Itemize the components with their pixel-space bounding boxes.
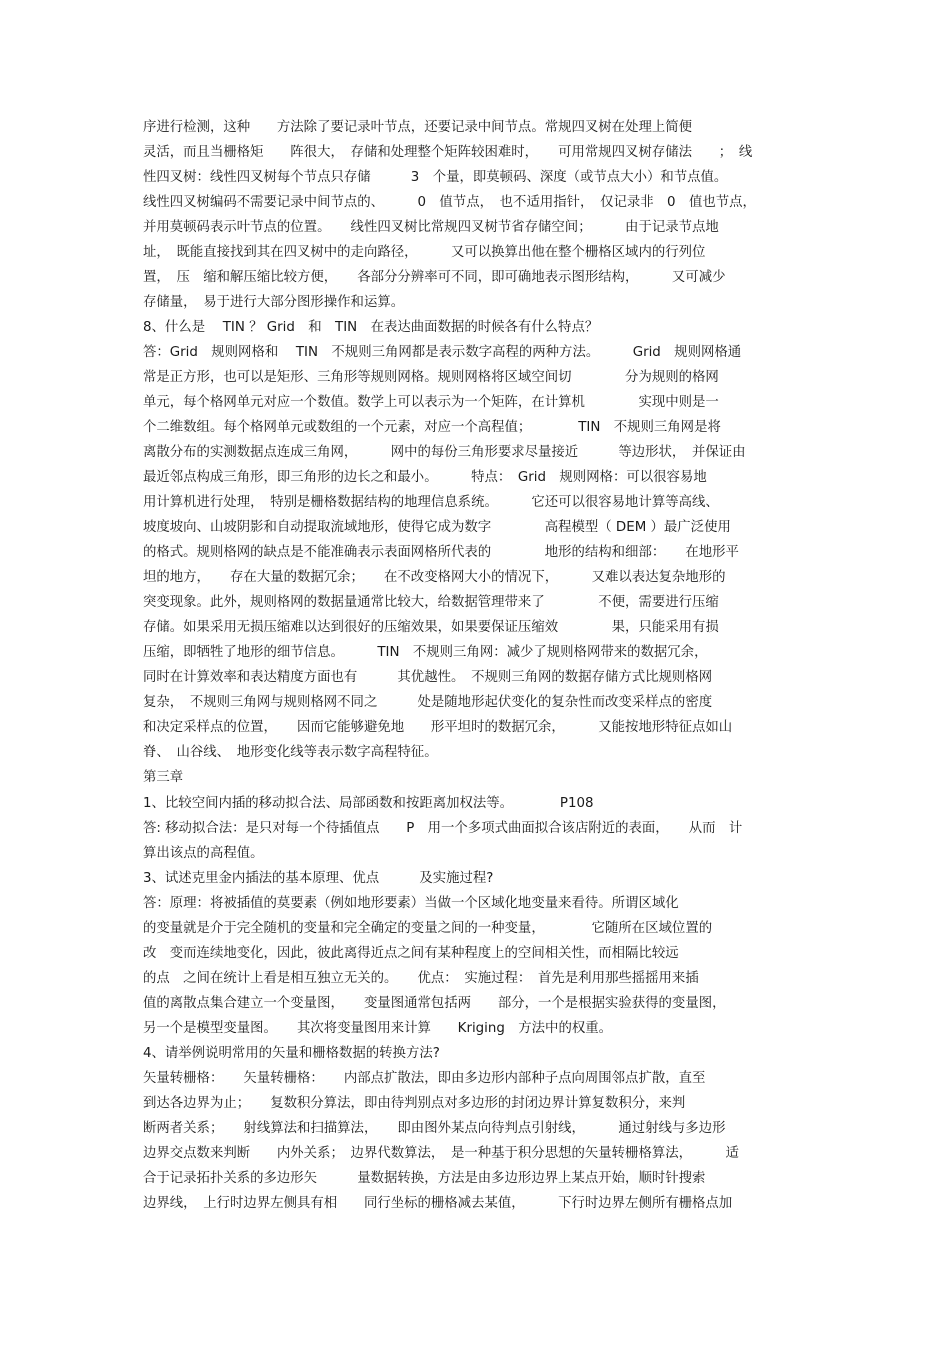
text-line: 矢量转栅格： 矢量转栅格： 内部点扩散法，即由多边形内部种子点向周围邻点扩散，直至 xyxy=(143,1071,706,1086)
text-line: 边界线， 上行时边界左侧具有相 同行坐标的栅格减去某值， 下行时边界左侧所有栅格点加 xyxy=(143,1196,733,1211)
text-line: 置， 压 缩和解压缩比较方便， 各部分分辨率可不同，即可确地表示图形结构， 又可减少 xyxy=(143,270,726,285)
text-line: 脊、 山谷线、 地形变化线等表示数字高程特征。 xyxy=(143,745,438,760)
text-line: 答：Grid 规则网格和 TIN 不规则三角网都是表示数字高程的两种方法。 Grid 规则网格通 xyxy=(143,345,742,360)
text-line: 存储量， 易于进行大部分图形操作和运算。 xyxy=(143,295,405,310)
text-line: 个二维数组。每个格网单元或数组的一个元素，对应一个高程值； TIN 不规则三角网是将 xyxy=(143,420,721,435)
question-heading: 8、什么是 TIN ？ Grid 和 TIN 在表达曲面数据的时候各有什么特点？ xyxy=(143,320,599,335)
text-line: 最近邻点构成三角形，即三角形的边长之和最小。 特点： Grid 规则网格：可以很容易地 xyxy=(143,470,707,485)
text-line: 址， 既能直接找到其在四叉树中的走向路径， 又可以换算出他在整个栅格区域内的行列位 xyxy=(143,245,706,260)
text-line: 值的离散点集合建立一个变量图， 变量图通常包括两 部分，一个是根据实验获得的变量图， xyxy=(143,996,726,1011)
text-line: 用计算机进行处理， 特别是栅格数据结构的地理信息系统。 它还可以很容易地计算等高线、 xyxy=(143,495,719,510)
text-line: 答: 移动拟合法：是只对每一个待插值点 P 用一个多项式曲面拟合该店附近的表面， 从而 计 xyxy=(143,821,743,836)
text-line: 的点 之间在统计上看是相互独立无关的。 优点： 实施过程： 首先是利用那些摇摇用来插 xyxy=(143,971,699,986)
text-line: 突变现象。此外，规则格网的数据量通常比较大，给数据管理带来了 不便，需要进行压缩 xyxy=(143,595,719,610)
text-line: 改 变而连续地变化，因此，彼此离得近点之间有某种程度上的空间相关性，而相隔比较远 xyxy=(143,946,679,961)
text-line: 线性四叉树编码不需要记录中间节点的、 0 值节点， 也不适用指针， 仅记录非 0 值也节点， xyxy=(143,195,756,210)
text-line: 算出该点的高程值。 xyxy=(143,846,264,861)
text-line: 存储。如果采用无损压缩难以达到很好的压缩效果，如果要保证压缩效 果，只能采用有损 xyxy=(143,620,719,635)
text-line: 合于记录拓扑关系的多边形矢 量数据转换，方法是由多边形边界上某点开始，顺时针搜索 xyxy=(143,1171,706,1186)
text-line: 单元，每个格网单元对应一个数值。数学上可以表示为一个矩阵，在计算机 实现中则是一 xyxy=(143,395,719,410)
question-heading: 4、请举例说明常用的矢量和栅格数据的转换方法? xyxy=(143,1046,440,1061)
text-line: 并用莫顿码表示叶节点的位置。 线性四叉树比常规四叉树节省存储空间； 由于记录节点地 xyxy=(143,220,719,235)
text-line: 离散分布的实测数据点连成三角网， 网中的每份三角形要求尽量接近 等边形状， 并保证由 xyxy=(143,445,746,460)
text-line: 和决定采样点的位置， 因而它能够避免地 形平坦时的数据冗余， 又能按地形特征点如山 xyxy=(143,720,733,735)
text-line: 同时在计算效率和表达精度方面也有 其优越性。 不规则三角网的数据存储方式比规则格网 xyxy=(143,670,713,685)
text-line: 的变量就是介于完全随机的变量和完全确定的变量之间的一种变量， 它随所在区域位置的 xyxy=(143,921,713,936)
text-line: 的格式。规则格网的缺点是不能准确表示表面网格所代表的 地形的结构和细部： 在地形平 xyxy=(143,545,739,560)
question-heading: 3、试述克里金内插法的基本原理、优点 及实施过程? xyxy=(143,871,494,886)
text-line: 答：原理：将被插值的莫要素（例如地形要素）当做一个区域化地变量来看待。所谓区域化 xyxy=(143,896,679,911)
text-line: 坡度坡向、山坡阴影和自动提取流域地形，使得它成为数字 高程模型（ DEM ）最广泛使用 xyxy=(143,520,731,535)
chapter-heading: 第三章 xyxy=(143,770,184,785)
text-line: 压缩，即牺牲了地形的细节信息。 TIN 不规则三角网：减少了规则格网带来的数据冗余， xyxy=(143,645,708,660)
text-line: 边界交点数来判断 内外关系； 边界代数算法， 是一种基于积分思想的矢量转栅格算法， 适 xyxy=(143,1146,739,1161)
text-line: 坦的地方， 存在大量的数据冗余； 在不改变格网大小的情况下， 又难以表达复杂地形的 xyxy=(143,570,726,585)
text-line: 序进行检测，这种 方法除了要记录叶节点，还要记录中间节点。常规四叉树在处理上简便 xyxy=(143,120,693,135)
text-line: 断两者关系； 射线算法和扫描算法， 即由图外某点向待判点引射线， 通过射线与多边形 xyxy=(143,1121,726,1136)
text-line: 另一个是模型变量图。 其次将变量图用来计算 Kriging 方法中的权重。 xyxy=(143,1021,613,1036)
text-line: 到达各边界为止； 复数积分算法，即由待判别点对多边形的封闭边界计算复数积分，来判 xyxy=(143,1096,686,1111)
text-line: 复杂， 不规则三角网与规则格网不同之 处是随地形起伏变化的复杂性而改变采样点的密度 xyxy=(143,695,713,710)
question-heading: 1、比较空间内插的移动拟合法、局部函数和按距离加权法等。 P108 xyxy=(143,796,594,811)
text-line: 灵活，而且当栅格矩 阵很大， 存储和处理整个矩阵较困难时， 可用常规四叉树存储法 ； 线 xyxy=(143,145,753,160)
text-line: 常是正方形，也可以是矩形、三角形等规则网格。规则网格将区域空间切 分为规则的格网 xyxy=(143,370,719,385)
text-line: 性四叉树：线性四叉树每个节点只存储 3 个量，即莫顿码、深度（或节点大小）和节点值。 xyxy=(143,170,728,185)
